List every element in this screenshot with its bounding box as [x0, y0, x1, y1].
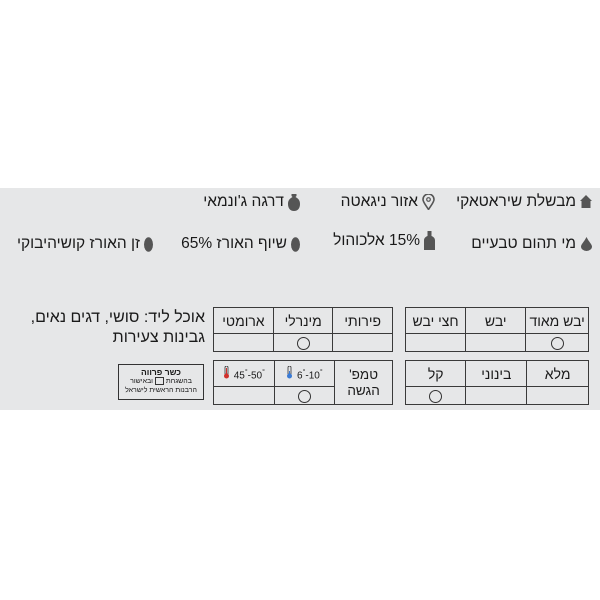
kosher-badge [118, 364, 204, 400]
thermometer-warm-icon [223, 366, 230, 382]
temp-cold [274, 361, 334, 387]
region-text: אזור ניגאטה [340, 193, 418, 210]
temp-warm-range: 45°-50° [233, 368, 265, 381]
dryness-very-dry: יבש מאוד [526, 308, 589, 334]
polish-text: שיוף האורז 65% [181, 235, 287, 252]
selected-circle [297, 337, 310, 350]
selected-circle [429, 390, 442, 403]
serving-temperature [213, 360, 393, 405]
info-water [471, 235, 592, 253]
selected-circle [298, 390, 311, 403]
info-grade [203, 193, 300, 211]
dryness-semi-dry: חצי יבש [406, 308, 466, 334]
flavor-mark-0 [333, 334, 393, 352]
winery-text: מבשלת שיראטאקי [456, 193, 576, 210]
rabbinate-emblem-icon [155, 377, 164, 385]
body-scale [405, 360, 589, 405]
dryness-mark-0 [526, 334, 589, 352]
info-winery [456, 193, 592, 211]
flavor-mark-1 [273, 334, 333, 352]
temp-cold-range: 6°-10° [297, 368, 323, 381]
info-rice [17, 235, 153, 253]
water-text: מי תהום טבעיים [471, 235, 576, 252]
home-icon [580, 195, 592, 209]
temp-label [335, 361, 393, 405]
alcohol-text: 15% אלכוהול [333, 231, 420, 249]
dryness-mark-1 [466, 334, 526, 352]
info-region [341, 193, 435, 211]
rice-grain-icon [144, 237, 153, 252]
dryness-scale [405, 307, 589, 352]
water-drop-icon [580, 237, 592, 251]
temp-mark-1 [214, 387, 275, 405]
temp-cold-from: 6 [297, 369, 303, 381]
flavor-mark-2 [214, 334, 274, 352]
temp-label-line1: טמפ' [349, 366, 379, 382]
thermometer-cold-icon [286, 366, 293, 382]
bottle-icon [288, 194, 300, 211]
temp-mark-0 [274, 387, 334, 405]
body-full: מלא [527, 361, 589, 387]
kosher-supervision: בהשגחת [165, 378, 192, 385]
temp-warm [214, 361, 275, 387]
flavor-fruity: פירותי [333, 308, 393, 334]
flavor-aromatic: ארומטי [214, 308, 274, 334]
temp-cold-to: 10 [308, 369, 320, 381]
kosher-approval: ובאישור [130, 378, 153, 385]
rice-text: זן האורז קושיהיבוקי [16, 235, 140, 252]
flavor-scale [213, 307, 393, 352]
flavor-mineral: מינרלי [273, 308, 333, 334]
food-line-1: אוכל ליד: סושי, דגים נאים, [30, 309, 205, 326]
body-mark-1 [466, 387, 527, 405]
map-pin-icon [422, 194, 435, 210]
selected-circle [551, 337, 564, 350]
food-line-2: גבינות צעירות [112, 329, 205, 346]
info-alcohol [333, 231, 435, 250]
temp-warm-from: 45 [233, 369, 245, 381]
body-medium: בינוני [466, 361, 527, 387]
kosher-title: כשר פרווה [141, 367, 181, 377]
dryness-dry: יבש [466, 308, 526, 334]
wine-bottle-icon [424, 231, 435, 250]
food-pairing [5, 308, 205, 348]
temp-label-line2: הגשה [347, 382, 380, 398]
grade-text: דרגה ג'ונמאי [203, 193, 284, 210]
info-polish [181, 235, 300, 253]
kosher-line2: הרבנות הראשית לישראל [125, 387, 197, 394]
body-mark-0 [527, 387, 589, 405]
rice-grain-icon [291, 237, 300, 252]
dryness-mark-2 [406, 334, 466, 352]
temp-warm-to: 50 [250, 369, 263, 381]
kosher-line1 [119, 377, 203, 386]
body-mark-2 [406, 387, 466, 405]
body-light: קל [406, 361, 466, 387]
